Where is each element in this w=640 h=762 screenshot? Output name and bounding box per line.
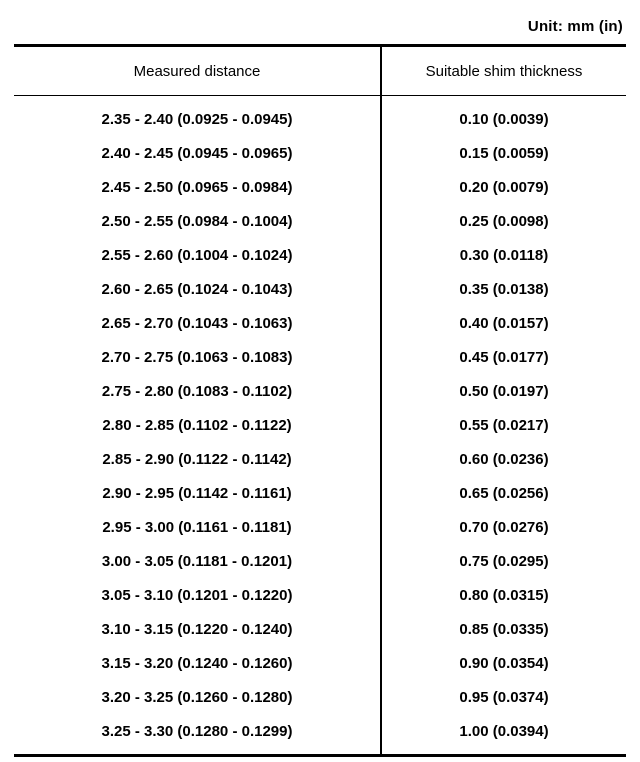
shim-thickness-table	[14, 44, 626, 757]
measured-distance-cell: 2.90 - 2.95 (0.1142 - 0.1161)	[14, 476, 381, 510]
table-header-row	[14, 46, 626, 96]
shim-thickness-cell: 0.30 (0.0118)	[459, 246, 549, 264]
measured-distance-cell: 3.00 - 3.05 (0.1181 - 0.1201)	[14, 544, 381, 578]
table-row	[14, 612, 626, 646]
shim-thickness-cell: 0.10 (0.0039)	[459, 110, 549, 128]
measured-distance-cell: 2.60 - 2.65 (0.1024 - 0.1043)	[14, 272, 381, 306]
table-row	[14, 170, 626, 204]
shim-thickness-cell: 1.00 (0.0394)	[381, 714, 626, 756]
header-measured-distance: Measured distance	[14, 46, 381, 96]
table-row	[14, 204, 626, 238]
unit-label: Unit: mm (in)	[527, 18, 623, 35]
shim-thickness-cell: 0.95 (0.0374)	[459, 688, 549, 706]
measured-distance-cell: 2.95 - 3.00 (0.1161 - 0.1181)	[14, 510, 381, 544]
shim-thickness-cell: 0.25 (0.0098)	[459, 212, 549, 230]
table-row	[14, 408, 626, 442]
table-body	[14, 96, 626, 756]
shim-thickness-cell: 0.90 (0.0354)	[459, 654, 549, 672]
shim-thickness-cell: 0.20 (0.0079)	[459, 178, 549, 196]
measured-distance-cell: 2.65 - 2.70 (0.1043 - 0.1063)	[14, 306, 381, 340]
measured-distance-cell: 3.05 - 3.10 (0.1201 - 0.1220)	[14, 578, 381, 612]
shim-thickness-cell: 0.55 (0.0217)	[459, 416, 549, 434]
table-row	[14, 442, 626, 476]
measured-distance-cell: 3.15 - 3.20 (0.1240 - 0.1260)	[14, 646, 381, 680]
shim-thickness-cell: 0.40 (0.0157)	[459, 314, 549, 332]
table-row	[14, 238, 626, 272]
shim-thickness-cell: 0.15 (0.0059)	[459, 144, 549, 162]
shim-thickness-cell: 0.75 (0.0295)	[459, 552, 549, 570]
measured-distance-cell: 2.35 - 2.40 (0.0925 - 0.0945)	[14, 96, 381, 137]
shim-thickness-cell: 0.80 (0.0315)	[459, 586, 549, 604]
measured-distance-cell: 2.85 - 2.90 (0.1122 - 0.1142)	[14, 442, 381, 476]
measured-distance-cell: 2.45 - 2.50 (0.0965 - 0.0984)	[14, 170, 381, 204]
table-row	[14, 476, 626, 510]
table-row	[14, 646, 626, 680]
table-row	[14, 96, 626, 137]
measured-distance-cell: 3.20 - 3.25 (0.1260 - 0.1280)	[14, 680, 381, 714]
shim-thickness-cell: 0.65 (0.0256)	[459, 484, 549, 502]
table-row	[14, 510, 626, 544]
table-row	[14, 272, 626, 306]
measured-distance-cell: 2.50 - 2.55 (0.0984 - 0.1004)	[14, 204, 381, 238]
shim-thickness-cell: 0.45 (0.0177)	[459, 348, 549, 366]
shim-thickness-cell: 0.85 (0.0335)	[459, 620, 549, 638]
shim-thickness-cell: 0.35 (0.0138)	[459, 280, 549, 298]
measured-distance-cell: 2.75 - 2.80 (0.1083 - 0.1102)	[14, 374, 381, 408]
table-row	[14, 374, 626, 408]
table-row	[14, 340, 626, 374]
table-row	[14, 544, 626, 578]
measured-distance-cell: 2.55 - 2.60 (0.1004 - 0.1024)	[14, 238, 381, 272]
shim-thickness-cell: 0.50 (0.0197)	[459, 382, 549, 400]
table-row	[14, 680, 626, 714]
table-row	[14, 578, 626, 612]
table-header	[14, 46, 626, 96]
measured-distance-cell: 3.10 - 3.15 (0.1220 - 0.1240)	[14, 612, 381, 646]
shim-thickness-cell: 0.60 (0.0236)	[459, 450, 549, 468]
measured-distance-cell: 2.70 - 2.75 (0.1063 - 0.1083)	[14, 340, 381, 374]
table-row	[14, 306, 626, 340]
table-row	[14, 714, 626, 756]
header-suitable-shim-thickness: Suitable shim thickness	[381, 46, 626, 96]
measured-distance-cell: 3.25 - 3.30 (0.1280 - 0.1299)	[14, 714, 381, 756]
measured-distance-cell: 2.80 - 2.85 (0.1102 - 0.1122)	[14, 408, 381, 442]
table-row	[14, 136, 626, 170]
measured-distance-cell: 2.40 - 2.45 (0.0945 - 0.0965)	[14, 136, 381, 170]
shim-thickness-cell: 0.70 (0.0276)	[459, 518, 549, 536]
